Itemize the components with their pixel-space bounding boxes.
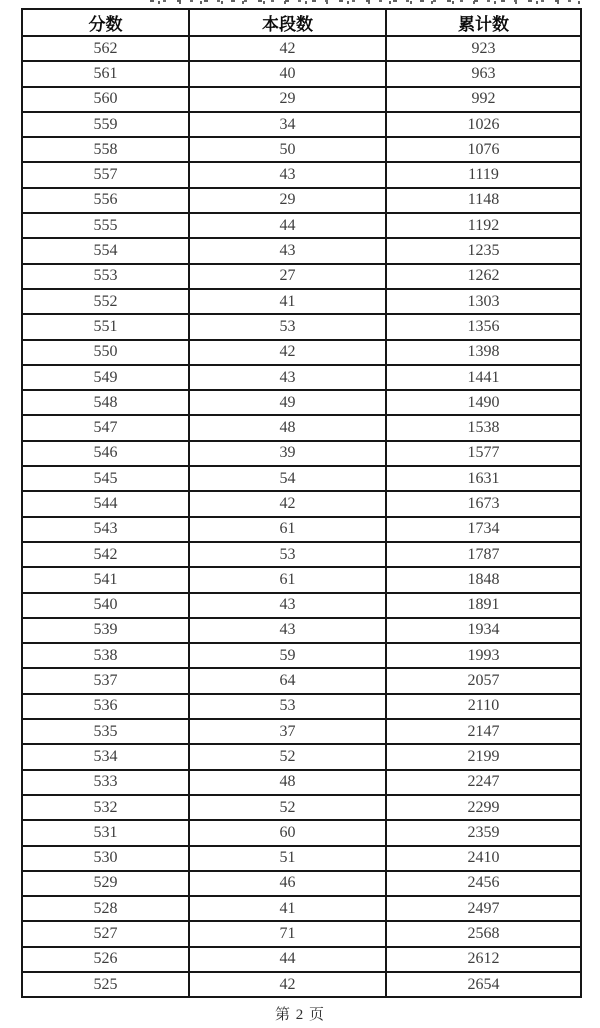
- score-cell: 553: [22, 264, 189, 289]
- table-row: [22, 643, 581, 668]
- segment-count-cell: 41: [189, 896, 386, 921]
- segment-count-cell: 61: [189, 567, 386, 592]
- segment-count-cell: 48: [189, 415, 386, 440]
- table-row: [22, 871, 581, 896]
- score-cell: 532: [22, 795, 189, 820]
- segment-count-cell: 42: [189, 972, 386, 997]
- segment-count-cell: 53: [189, 314, 386, 339]
- score-distribution-table: [21, 8, 582, 998]
- score-cell: 535: [22, 719, 189, 744]
- table-row: [22, 289, 581, 314]
- table-row: [22, 137, 581, 162]
- cumulative-count-cell: 1148: [386, 188, 581, 213]
- segment-count-cell: 51: [189, 846, 386, 871]
- segment-count-cell: 54: [189, 466, 386, 491]
- score-cell: 538: [22, 643, 189, 668]
- cumulative-count-cell: 2497: [386, 896, 581, 921]
- segment-count-cell: 44: [189, 213, 386, 238]
- score-cell: 540: [22, 593, 189, 618]
- score-cell: 528: [22, 896, 189, 921]
- cumulative-count-cell: 1848: [386, 567, 581, 592]
- table-row: [22, 694, 581, 719]
- table-row: [22, 542, 581, 567]
- score-cell: 551: [22, 314, 189, 339]
- score-cell: 555: [22, 213, 189, 238]
- cumulative-count-cell: 1787: [386, 542, 581, 567]
- segment-count-cell: 43: [189, 162, 386, 187]
- table-row: [22, 491, 581, 516]
- score-cell: 529: [22, 871, 189, 896]
- table-row: [22, 441, 581, 466]
- score-cell: 557: [22, 162, 189, 187]
- segment-count-cell: 29: [189, 87, 386, 112]
- cumulative-count-cell: 2057: [386, 668, 581, 693]
- column-header-cumulative-count: 累计数: [386, 9, 581, 36]
- segment-count-cell: 71: [189, 921, 386, 946]
- cumulative-count-cell: 1235: [386, 238, 581, 263]
- score-cell: 559: [22, 112, 189, 137]
- cumulative-count-cell: 1490: [386, 390, 581, 415]
- table-row: [22, 567, 581, 592]
- table-row: [22, 390, 581, 415]
- cumulative-count-cell: 2410: [386, 846, 581, 871]
- cumulative-count-cell: 2247: [386, 770, 581, 795]
- score-cell: 560: [22, 87, 189, 112]
- cumulative-count-cell: 2110: [386, 694, 581, 719]
- table-row: [22, 365, 581, 390]
- segment-count-cell: 52: [189, 744, 386, 769]
- cumulative-count-cell: 2654: [386, 972, 581, 997]
- segment-count-cell: 42: [189, 491, 386, 516]
- table-row: [22, 314, 581, 339]
- cumulative-count-cell: 1631: [386, 466, 581, 491]
- table-row: [22, 896, 581, 921]
- cumulative-count-cell: 1993: [386, 643, 581, 668]
- table-row: [22, 972, 581, 997]
- table-row: [22, 415, 581, 440]
- table-row: [22, 162, 581, 187]
- cumulative-count-cell: 1119: [386, 162, 581, 187]
- segment-count-cell: 42: [189, 36, 386, 61]
- segment-count-cell: 40: [189, 61, 386, 86]
- cumulative-count-cell: 1734: [386, 517, 581, 542]
- score-cell: 546: [22, 441, 189, 466]
- segment-count-cell: 52: [189, 795, 386, 820]
- score-cell: 554: [22, 238, 189, 263]
- score-cell: 525: [22, 972, 189, 997]
- cumulative-count-cell: 1192: [386, 213, 581, 238]
- score-cell: 544: [22, 491, 189, 516]
- cumulative-count-cell: 2299: [386, 795, 581, 820]
- table-row: [22, 340, 581, 365]
- table-row: [22, 820, 581, 845]
- score-cell: 534: [22, 744, 189, 769]
- table-row: [22, 593, 581, 618]
- cumulative-count-cell: 992: [386, 87, 581, 112]
- cumulative-count-cell: 923: [386, 36, 581, 61]
- table-row: [22, 795, 581, 820]
- score-cell: 530: [22, 846, 189, 871]
- table-body: [22, 36, 581, 997]
- cumulative-count-cell: 2456: [386, 871, 581, 896]
- table-row: [22, 947, 581, 972]
- score-cell: 550: [22, 340, 189, 365]
- score-cell: 543: [22, 517, 189, 542]
- score-cell: 552: [22, 289, 189, 314]
- score-cell: 541: [22, 567, 189, 592]
- segment-count-cell: 61: [189, 517, 386, 542]
- score-cell: 526: [22, 947, 189, 972]
- cumulative-count-cell: 1577: [386, 441, 581, 466]
- column-header-segment-count: 本段数: [189, 9, 386, 36]
- cumulative-count-cell: 2568: [386, 921, 581, 946]
- segment-count-cell: 59: [189, 643, 386, 668]
- score-cell: 548: [22, 390, 189, 415]
- segment-count-cell: 53: [189, 542, 386, 567]
- table-row: [22, 618, 581, 643]
- score-cell: 549: [22, 365, 189, 390]
- segment-count-cell: 27: [189, 264, 386, 289]
- segment-count-cell: 42: [189, 340, 386, 365]
- score-cell: 562: [22, 36, 189, 61]
- segment-count-cell: 29: [189, 188, 386, 213]
- table-row: [22, 846, 581, 871]
- table-row: [22, 466, 581, 491]
- score-cell: 561: [22, 61, 189, 86]
- score-cell: 531: [22, 820, 189, 845]
- cumulative-count-cell: 2199: [386, 744, 581, 769]
- cumulative-count-cell: 1441: [386, 365, 581, 390]
- cumulative-count-cell: 963: [386, 61, 581, 86]
- segment-count-cell: 41: [189, 289, 386, 314]
- cumulative-count-cell: 2359: [386, 820, 581, 845]
- table-row: [22, 770, 581, 795]
- score-cell: 556: [22, 188, 189, 213]
- table-row: [22, 112, 581, 137]
- table-row: [22, 264, 581, 289]
- segment-count-cell: 43: [189, 618, 386, 643]
- cumulative-count-cell: 1398: [386, 340, 581, 365]
- segment-count-cell: 46: [189, 871, 386, 896]
- score-cell: 545: [22, 466, 189, 491]
- score-cell: 537: [22, 668, 189, 693]
- segment-count-cell: 34: [189, 112, 386, 137]
- table-row: [22, 668, 581, 693]
- segment-count-cell: 43: [189, 238, 386, 263]
- table-row: [22, 87, 581, 112]
- segment-count-cell: 43: [189, 365, 386, 390]
- cumulative-count-cell: 1303: [386, 289, 581, 314]
- cumulative-count-cell: 1538: [386, 415, 581, 440]
- clipped-title-fragments: [150, 0, 582, 4]
- segment-count-cell: 43: [189, 593, 386, 618]
- segment-count-cell: 60: [189, 820, 386, 845]
- score-cell: 558: [22, 137, 189, 162]
- score-cell: 527: [22, 921, 189, 946]
- table-row: [22, 921, 581, 946]
- segment-count-cell: 44: [189, 947, 386, 972]
- score-cell: 536: [22, 694, 189, 719]
- segment-count-cell: 48: [189, 770, 386, 795]
- table-row: [22, 213, 581, 238]
- segment-count-cell: 50: [189, 137, 386, 162]
- segment-count-cell: 37: [189, 719, 386, 744]
- cumulative-count-cell: 1262: [386, 264, 581, 289]
- cumulative-count-cell: 1891: [386, 593, 581, 618]
- table-row: [22, 61, 581, 86]
- segment-count-cell: 49: [189, 390, 386, 415]
- score-cell: 547: [22, 415, 189, 440]
- table-row: [22, 744, 581, 769]
- score-cell: 542: [22, 542, 189, 567]
- table-row: [22, 36, 581, 61]
- table-row: [22, 719, 581, 744]
- score-cell: 533: [22, 770, 189, 795]
- score-cell: 539: [22, 618, 189, 643]
- table-header-row: [22, 9, 581, 36]
- cumulative-count-cell: 1356: [386, 314, 581, 339]
- cumulative-count-cell: 1934: [386, 618, 581, 643]
- cumulative-count-cell: 1026: [386, 112, 581, 137]
- cumulative-count-cell: 2147: [386, 719, 581, 744]
- table-row: [22, 188, 581, 213]
- page-number: 第 2 页: [274, 1007, 325, 1023]
- table-row: [22, 517, 581, 542]
- segment-count-cell: 39: [189, 441, 386, 466]
- segment-count-cell: 53: [189, 694, 386, 719]
- cumulative-count-cell: 2612: [386, 947, 581, 972]
- table-row: [22, 238, 581, 263]
- column-header-score: 分数: [22, 9, 189, 36]
- segment-count-cell: 64: [189, 668, 386, 693]
- cumulative-count-cell: 1673: [386, 491, 581, 516]
- cumulative-count-cell: 1076: [386, 137, 581, 162]
